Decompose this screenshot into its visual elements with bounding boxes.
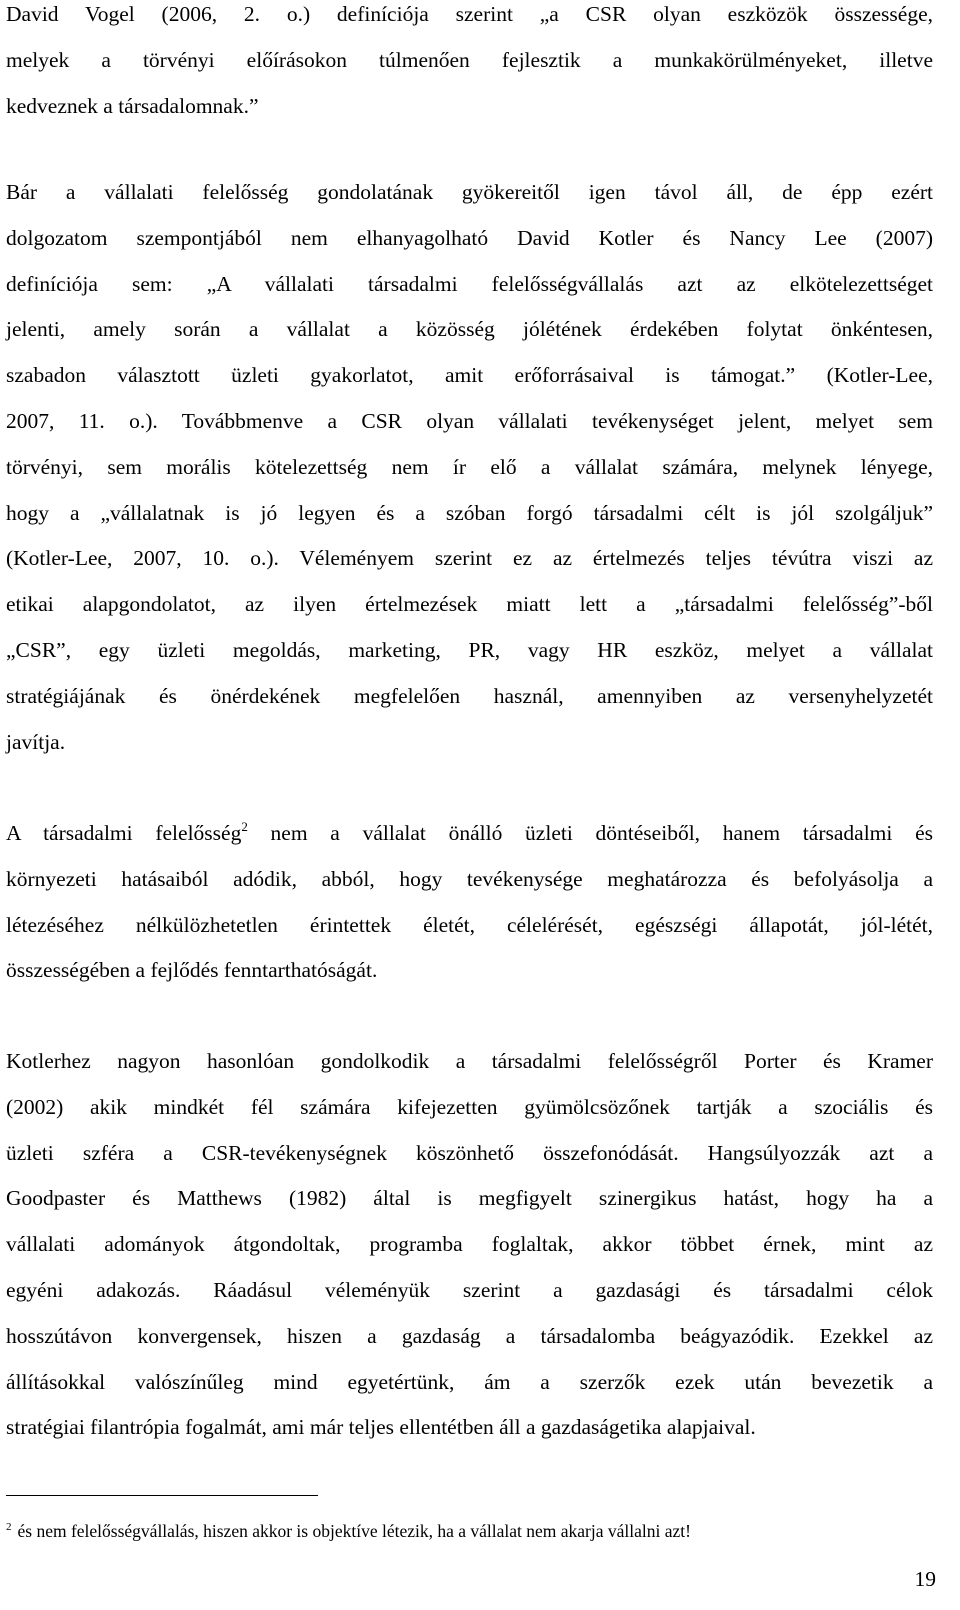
text-line: „CSR”, egy üzleti megoldás, marketing, PR, vagy HR eszköz, melyet a vállalat — [6, 637, 933, 662]
text-line: állításokkal valószínűleg mind egyetértünk, ám a szerzők ezek után bevezetik a — [6, 1369, 933, 1394]
text-line: jelenti, amely során a vállalat a közösség jólétének érdekében folytat önkéntesen, — [6, 317, 933, 342]
paragraph-vogel-definition — [6, 0, 933, 129]
text-line: (Kotler-Lee, 2007, 10. o.). Véleményem szerint ez az értelmezés teljes tévútra viszi az — [6, 546, 933, 571]
text-segment: A társadalmi felelősség — [6, 821, 242, 845]
paragraph-social-responsibility — [6, 811, 933, 994]
page-number: 19 — [914, 1567, 936, 1591]
text-line: definíciója sem: „A vállalati társadalmi felelősségvállalás azt az elkötelezettséget — [6, 271, 933, 296]
paragraph-porter-kramer — [6, 1039, 933, 1451]
text-line: 2007, 11. o.). Továbbmenve a CSR olyan vállalati tevékenységet jelent, melyet sem — [6, 408, 933, 433]
paragraph-kotler-lee-definition — [6, 170, 933, 765]
text-line: melyek a törvényi előírásokon túlmenően fejlesztik a munkakörülményeket, illetve — [6, 47, 933, 72]
footnote-text: és nem felelősségvállalás, hiszen akkor is objektíve létezik, ha a vállalat nem akarja vállalni azt! — [17, 1521, 691, 1541]
text-line: Bár a vállalati felelősség gondolatának gyökereitől igen távol áll, de épp ezért — [6, 180, 933, 204]
text-line: stratégiájának és önérdekének megfelelően használ, amennyiben az versenyhelyzetét — [6, 683, 933, 708]
footnote — [6, 1520, 933, 1542]
text-line: kedveznek a társadalomnak.” — [6, 93, 259, 118]
text-line: törvényi, sem morális kötelezettség nem ír elő a vállalat számára, melynek lényege, — [6, 454, 933, 479]
footnote-separator — [6, 1495, 318, 1496]
text-line: hogy a „vállalatnak is jó legyen és a szóban forgó társadalmi célt is jól szolgáljuk” — [6, 500, 933, 525]
text-line: (2002) akik mindkét fél számára kifejezetten gyümölcsözőnek tartják a szociális és — [6, 1094, 933, 1119]
text-line: vállalati adományok átgondoltak, programba foglaltak, akkor többet érnek, mint az — [6, 1232, 933, 1257]
text-line: Goodpaster és Matthews (1982) által is megfigyelt szinergikus hatást, hogy ha a — [6, 1186, 933, 1211]
text-line: egyéni adakozás. Ráadásul véleményük szerint a gazdasági és társadalmi célok — [6, 1277, 933, 1302]
text-segment: nem a vállalat önálló üzleti döntéseiből, hanem társadalmi és — [247, 821, 934, 845]
text-line: David Vogel (2006, 2. o.) definíciója szerint „a CSR olyan eszközök összessége, — [6, 2, 933, 26]
text-line: környezeti hatásaiból adódik, abból, hogy tevékenysége meghatározza és befolyásolja a — [6, 866, 933, 891]
text-line: etikai alapgondolatot, az ilyen értelmezések miatt lett a „társadalmi felelősség”-ből — [6, 592, 933, 617]
text-line: hosszútávon konvergensek, hiszen a gazdaság a társadalomba beágyazódik. Ezekkel az — [6, 1323, 933, 1348]
footnote-mark: 2 — [6, 1521, 12, 1533]
text-line — [6, 811, 933, 857]
text-line: stratégiai filantrópia fogalmát, ami már teljes ellentétben áll a gazdaságetika alapjaival. — [6, 1415, 756, 1440]
text-line: üzleti szféra a CSR-tevékenységnek köszönhető összefonódását. Hangsúlyozzák azt a — [6, 1140, 933, 1165]
text-line: létezéséhez nélkülözhetetlen érintettek életét, célelérését, egészségi állapotát, jól-létét, — [6, 912, 933, 937]
text-line: dolgozatom szempontjából nem elhanyagolható David Kotler és Nancy Lee (2007) — [6, 225, 933, 250]
text-line: javítja. — [6, 729, 66, 754]
footnote-reference: 2 — [241, 819, 248, 834]
text-line: Kotlerhez nagyon hasonlóan gondolkodik a társadalmi felelősségről Porter és Kramer — [6, 1049, 933, 1073]
text-line: szabadon választott üzleti gyakorlatot, amit erőforrásaival is támogat.” (Kotler-Lee, — [6, 363, 933, 388]
text-line: összességében a fejlődés fenntarthatóságát. — [6, 958, 378, 983]
